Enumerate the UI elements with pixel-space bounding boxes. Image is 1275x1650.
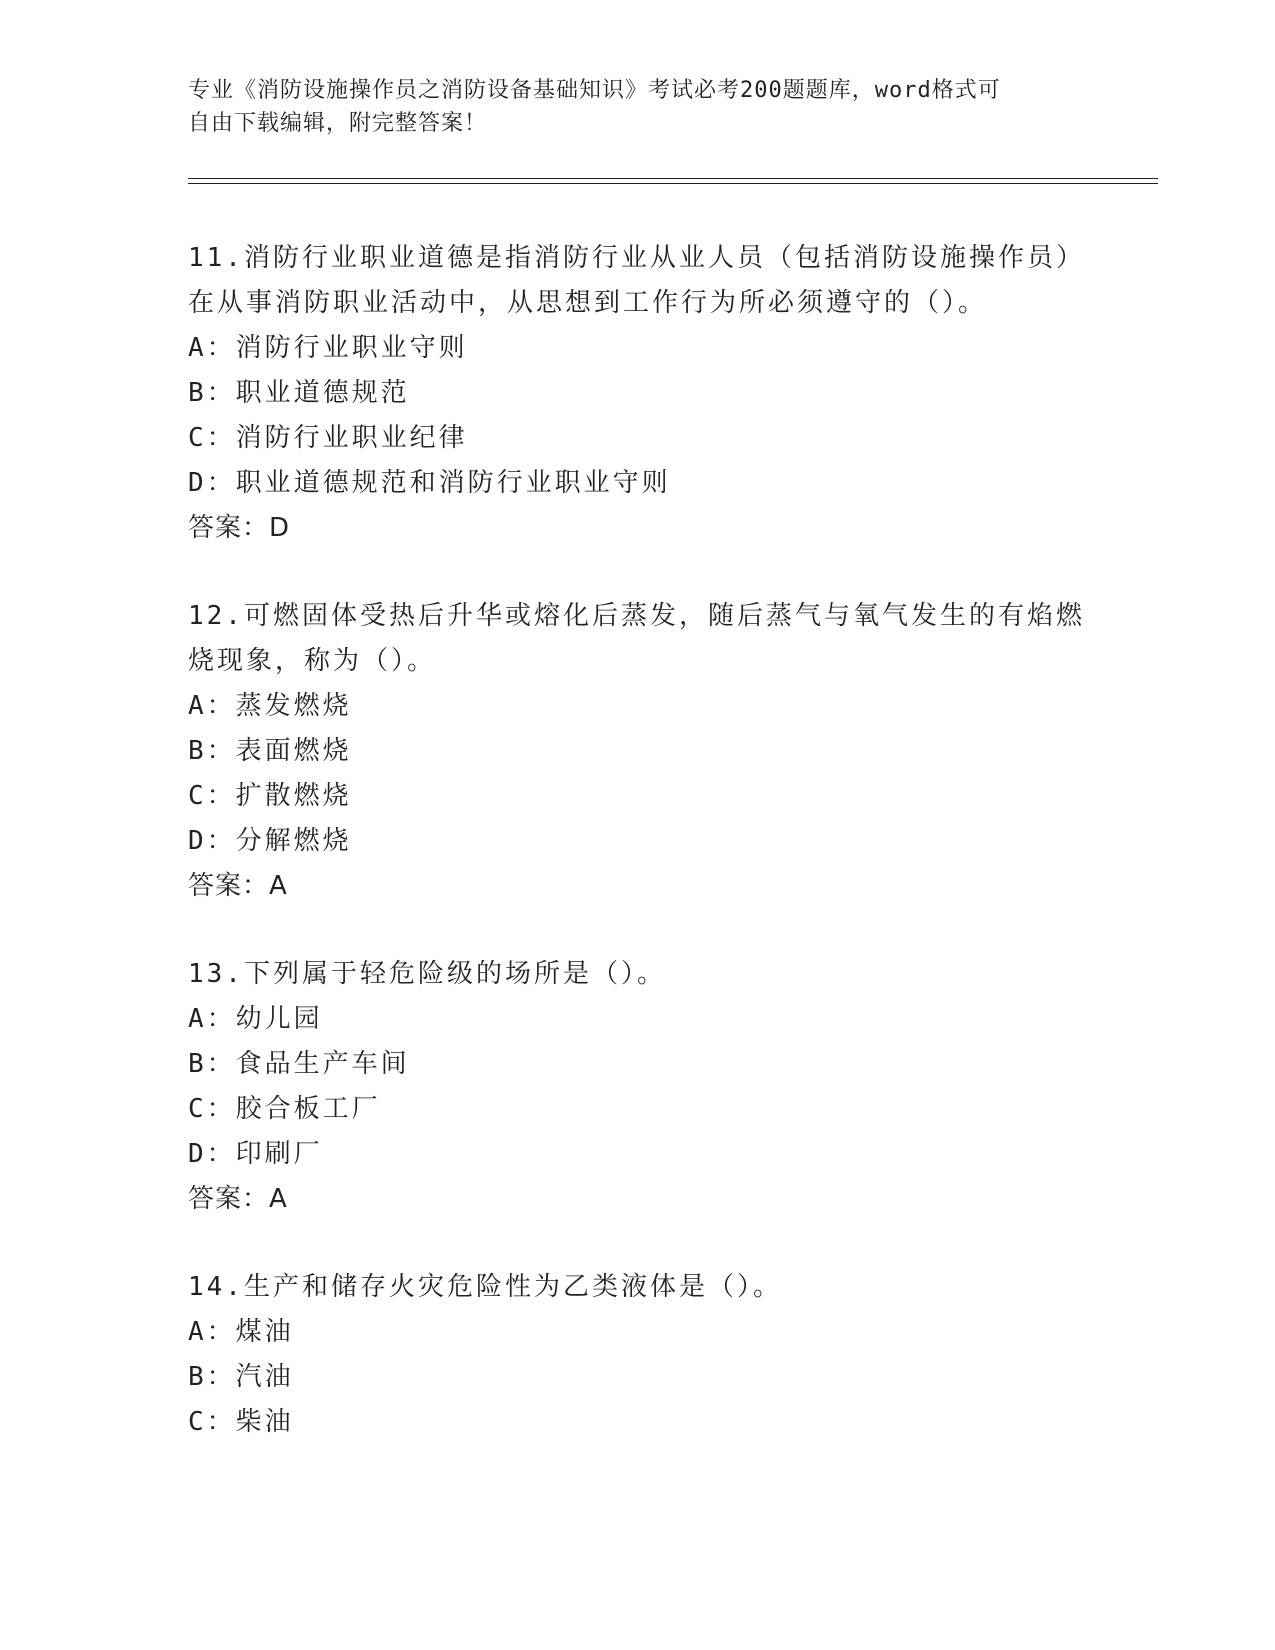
option-d: D：分解燃烧 bbox=[188, 826, 352, 856]
header-divider-bottom bbox=[188, 183, 1158, 184]
option-a: A：幼儿园 bbox=[188, 1004, 323, 1034]
answer: 答案：D bbox=[188, 513, 291, 543]
question-stem: 14.生产和储存火灾危险性为乙类液体是（）。 bbox=[188, 1272, 782, 1302]
answer: 答案：A bbox=[188, 871, 288, 901]
question-14 bbox=[188, 1265, 1088, 1445]
question-stem: 12.可燃固体受热后升华或熔化后蒸发，随后蒸气与氧气发生的有焰燃烧现象，称为（）。 bbox=[188, 601, 1085, 676]
option-c: C：扩散燃烧 bbox=[188, 781, 352, 811]
option-b: B：食品生产车间 bbox=[188, 1049, 410, 1079]
option-b: B：职业道德规范 bbox=[188, 378, 410, 408]
header-line-1: 专业《消防设施操作员之消防设备基础知识》考试必考200题题库，word格式可 bbox=[188, 78, 1001, 103]
option-d: D：职业道德规范和消防行业职业守则 bbox=[188, 468, 671, 498]
header-divider-top bbox=[188, 178, 1158, 179]
question-12 bbox=[188, 594, 1088, 909]
question-13 bbox=[188, 952, 1088, 1222]
option-c: C：胶合板工厂 bbox=[188, 1094, 381, 1124]
question-stem: 13.下列属于轻危险级的场所是（）。 bbox=[188, 959, 666, 989]
option-b: B：汽油 bbox=[188, 1362, 294, 1392]
answer: 答案：A bbox=[188, 1184, 288, 1214]
header-line-2: 自由下载编辑，附完整答案！ bbox=[188, 111, 488, 136]
option-b: B：表面燃烧 bbox=[188, 736, 352, 766]
option-c: C：柴油 bbox=[188, 1407, 294, 1437]
option-a: A：煤油 bbox=[188, 1317, 294, 1347]
question-list bbox=[188, 236, 1088, 1488]
question-stem: 11.消防行业职业道德是指消防行业从业人员（包括消防设施操作员）在从事消防职业活动中，从思想到工作行为所必须遵守的（）。 bbox=[188, 243, 1085, 318]
option-a: A：蒸发燃烧 bbox=[188, 691, 352, 721]
document-header bbox=[188, 74, 1068, 140]
question-11 bbox=[188, 236, 1088, 551]
option-a: A：消防行业职业守则 bbox=[188, 333, 468, 363]
option-d: D：印刷厂 bbox=[188, 1139, 323, 1169]
option-c: C：消防行业职业纪律 bbox=[188, 423, 468, 453]
